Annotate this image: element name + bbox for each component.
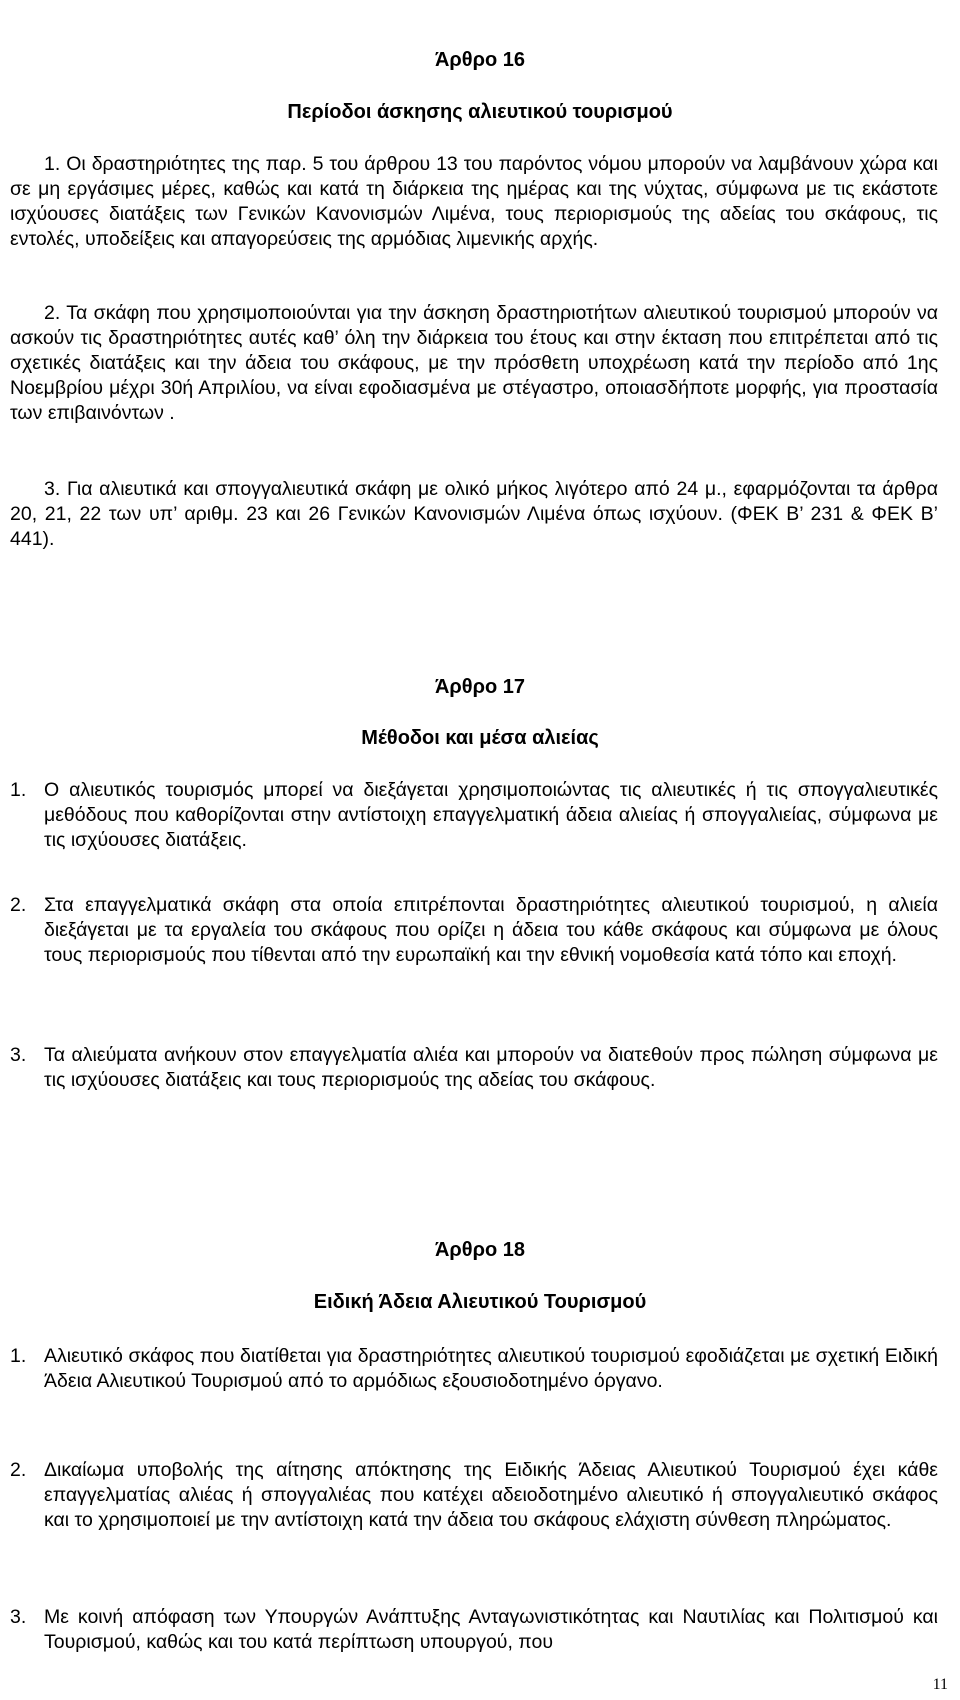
article-18-paragraph-2 — [10, 1458, 938, 1533]
article-16-title: Άρθρο 16 — [434, 49, 526, 71]
paragraph-text: Με κοινή απόφαση των Υπουργών Ανάπτυξης Ανταγωνιστικότητας και Ναυτιλίας και Πολιτισμού και Τουρισμού, καθώς και του κατά περίπτωση υπουργού, που — [44, 1606, 938, 1653]
paragraph-text: Αλιευτικό σκάφος που διατίθεται για δραστηριότητες αλιευτικού τουρισμού εφοδιάζεται με σχετική Ειδική Άδεια Αλιευτικού Τουρισμού από το αρμόδιως εξουσιοδοτημένο όργανο. — [44, 1345, 938, 1392]
paragraph-number: 3. — [10, 1606, 27, 1628]
article-17-paragraph-1 — [10, 778, 938, 853]
paragraph-number: 2. — [10, 1459, 27, 1481]
article-18-title: Άρθρο 18 — [434, 1239, 526, 1261]
paragraph-number: 1. — [44, 153, 61, 175]
article-16-paragraph-1 — [10, 152, 938, 252]
article-16-paragraph-3 — [10, 477, 938, 552]
paragraph-number: 2. — [10, 894, 27, 916]
article-16-subtitle: Περίοδοι άσκησης αλιευτικού τουρισμού — [287, 101, 673, 123]
paragraph-number: 1. — [10, 1345, 27, 1367]
paragraph-text: Τα αλιεύματα ανήκουν στον επαγγελματία αλιέα και μπορούν να διατεθούν προς πώληση σύμφωνα με τις ισχύουσες διατάξεις και τους περιορισμούς της αδείας του σκάφους. — [44, 1044, 938, 1091]
paragraph-number: 3. — [44, 478, 61, 500]
paragraph-text: Ο αλιευτικός τουρισμός μπορεί να διεξάγεται χρησιμοποιώντας τις αλιευτικές ή τις σπογγαλιευτικές μεθόδους που καθορίζονται στην αντίστοιχη επαγγελματική άδεια αλιείας ή σπογγαλιείας, σύμφωνα με τις ισχύουσες διατάξεις. — [44, 779, 938, 851]
page-number: 11 — [932, 1676, 948, 1693]
article-16-paragraph-2 — [10, 301, 938, 426]
paragraph-text: Δικαίωμα υποβολής της αίτησης απόκτησης της Ειδικής Άδειας Αλιευτικού Τουρισμού έχει κάθε επαγγελματίας αλιέας ή σπογγαλιέας που κατέχει αδειοδοτημένο αλιευτικό ή σπογγαλιευτικό σκάφος και το χρησιμοποιεί με την αντίστοιχη κατά την άδεια του σκάφους ελάχιστη σύνθεση πληρώματος. — [44, 1459, 938, 1531]
paragraph-text: Τα σκάφη που χρησιμοποιούνται για την άσκηση δραστηριοτήτων αλιευτικού τουρισμού μπορούν να ασκούν τις δραστηριότητες αυτές καθ’ όλη την διάρκεια του έτους και στην έκταση που επιτρέπεται από τις σχετικές διατάξεις και την άδεια του σκάφους, με την πρόσθετη υποχρέωση κατά την περίοδο από 1ης Νοεμβρίου μέχρι 30ή Απριλίου, να είναι εφοδιασμένα με στέγαστρο, οποιασδήποτε μορφής, για προστασία των επιβαινόντων . — [10, 302, 938, 424]
article-18-paragraph-3 — [10, 1605, 938, 1655]
article-17-title: Άρθρο 17 — [434, 676, 526, 698]
paragraph-text: Στα επαγγελματικά σκάφη στα οποία επιτρέπονται δραστηριότητες αλιευτικού τουρισμού, η αλιεία διεξάγεται με τα εργαλεία του σκάφους που ορίζει η άδεια του κάθε σκάφους και σύμφωνα με όλους τους περιορισμούς που τίθενται από την ευρωπαϊκή και την εθνική νομοθεσία κατά τόπο και εποχή. — [44, 894, 938, 966]
article-17-subtitle: Μέθοδοι και μέσα αλιείας — [361, 727, 599, 749]
paragraph-number: 2. — [44, 302, 61, 324]
article-17-paragraph-3 — [10, 1043, 938, 1093]
article-18-subtitle: Ειδική Άδεια Αλιευτικού Τουρισμού — [313, 1291, 647, 1313]
paragraph-number: 3. — [10, 1044, 27, 1066]
article-18-paragraph-1 — [10, 1344, 938, 1394]
paragraph-text: Οι δραστηριότητες της παρ. 5 του άρθρου 13 του παρόντος νόμου μπορούν να λαμβάνουν χώρα και σε μη εργάσιμες μέρες, καθώς και κατά τη διάρκεια της ημέρας και της νύχτας, σύμφωνα με τις εκάστοτε ισχύουσες διατάξεις των Γενικών Κανονισμών Λιμένα, τους περιορισμούς της αδείας του σκάφους, τις εντολές, υποδείξεις και απαγορεύσεις της αρμόδιας λιμενικής αρχής. — [10, 153, 938, 250]
paragraph-number: 1. — [10, 779, 27, 801]
paragraph-text: Για αλιευτικά και σπογγαλιευτικά σκάφη με ολικό μήκος λιγότερο από 24 μ., εφαρμόζονται τα άρθρα 20, 21, 22 των υπ’ αριθμ. 23 και 26 Γενικών Κανονισμών Λιμένα όπως ισχύουν. (ΦΕΚ Β’ 231 & ΦΕΚ Β’ 441). — [10, 478, 938, 550]
article-17-paragraph-2 — [10, 893, 938, 968]
